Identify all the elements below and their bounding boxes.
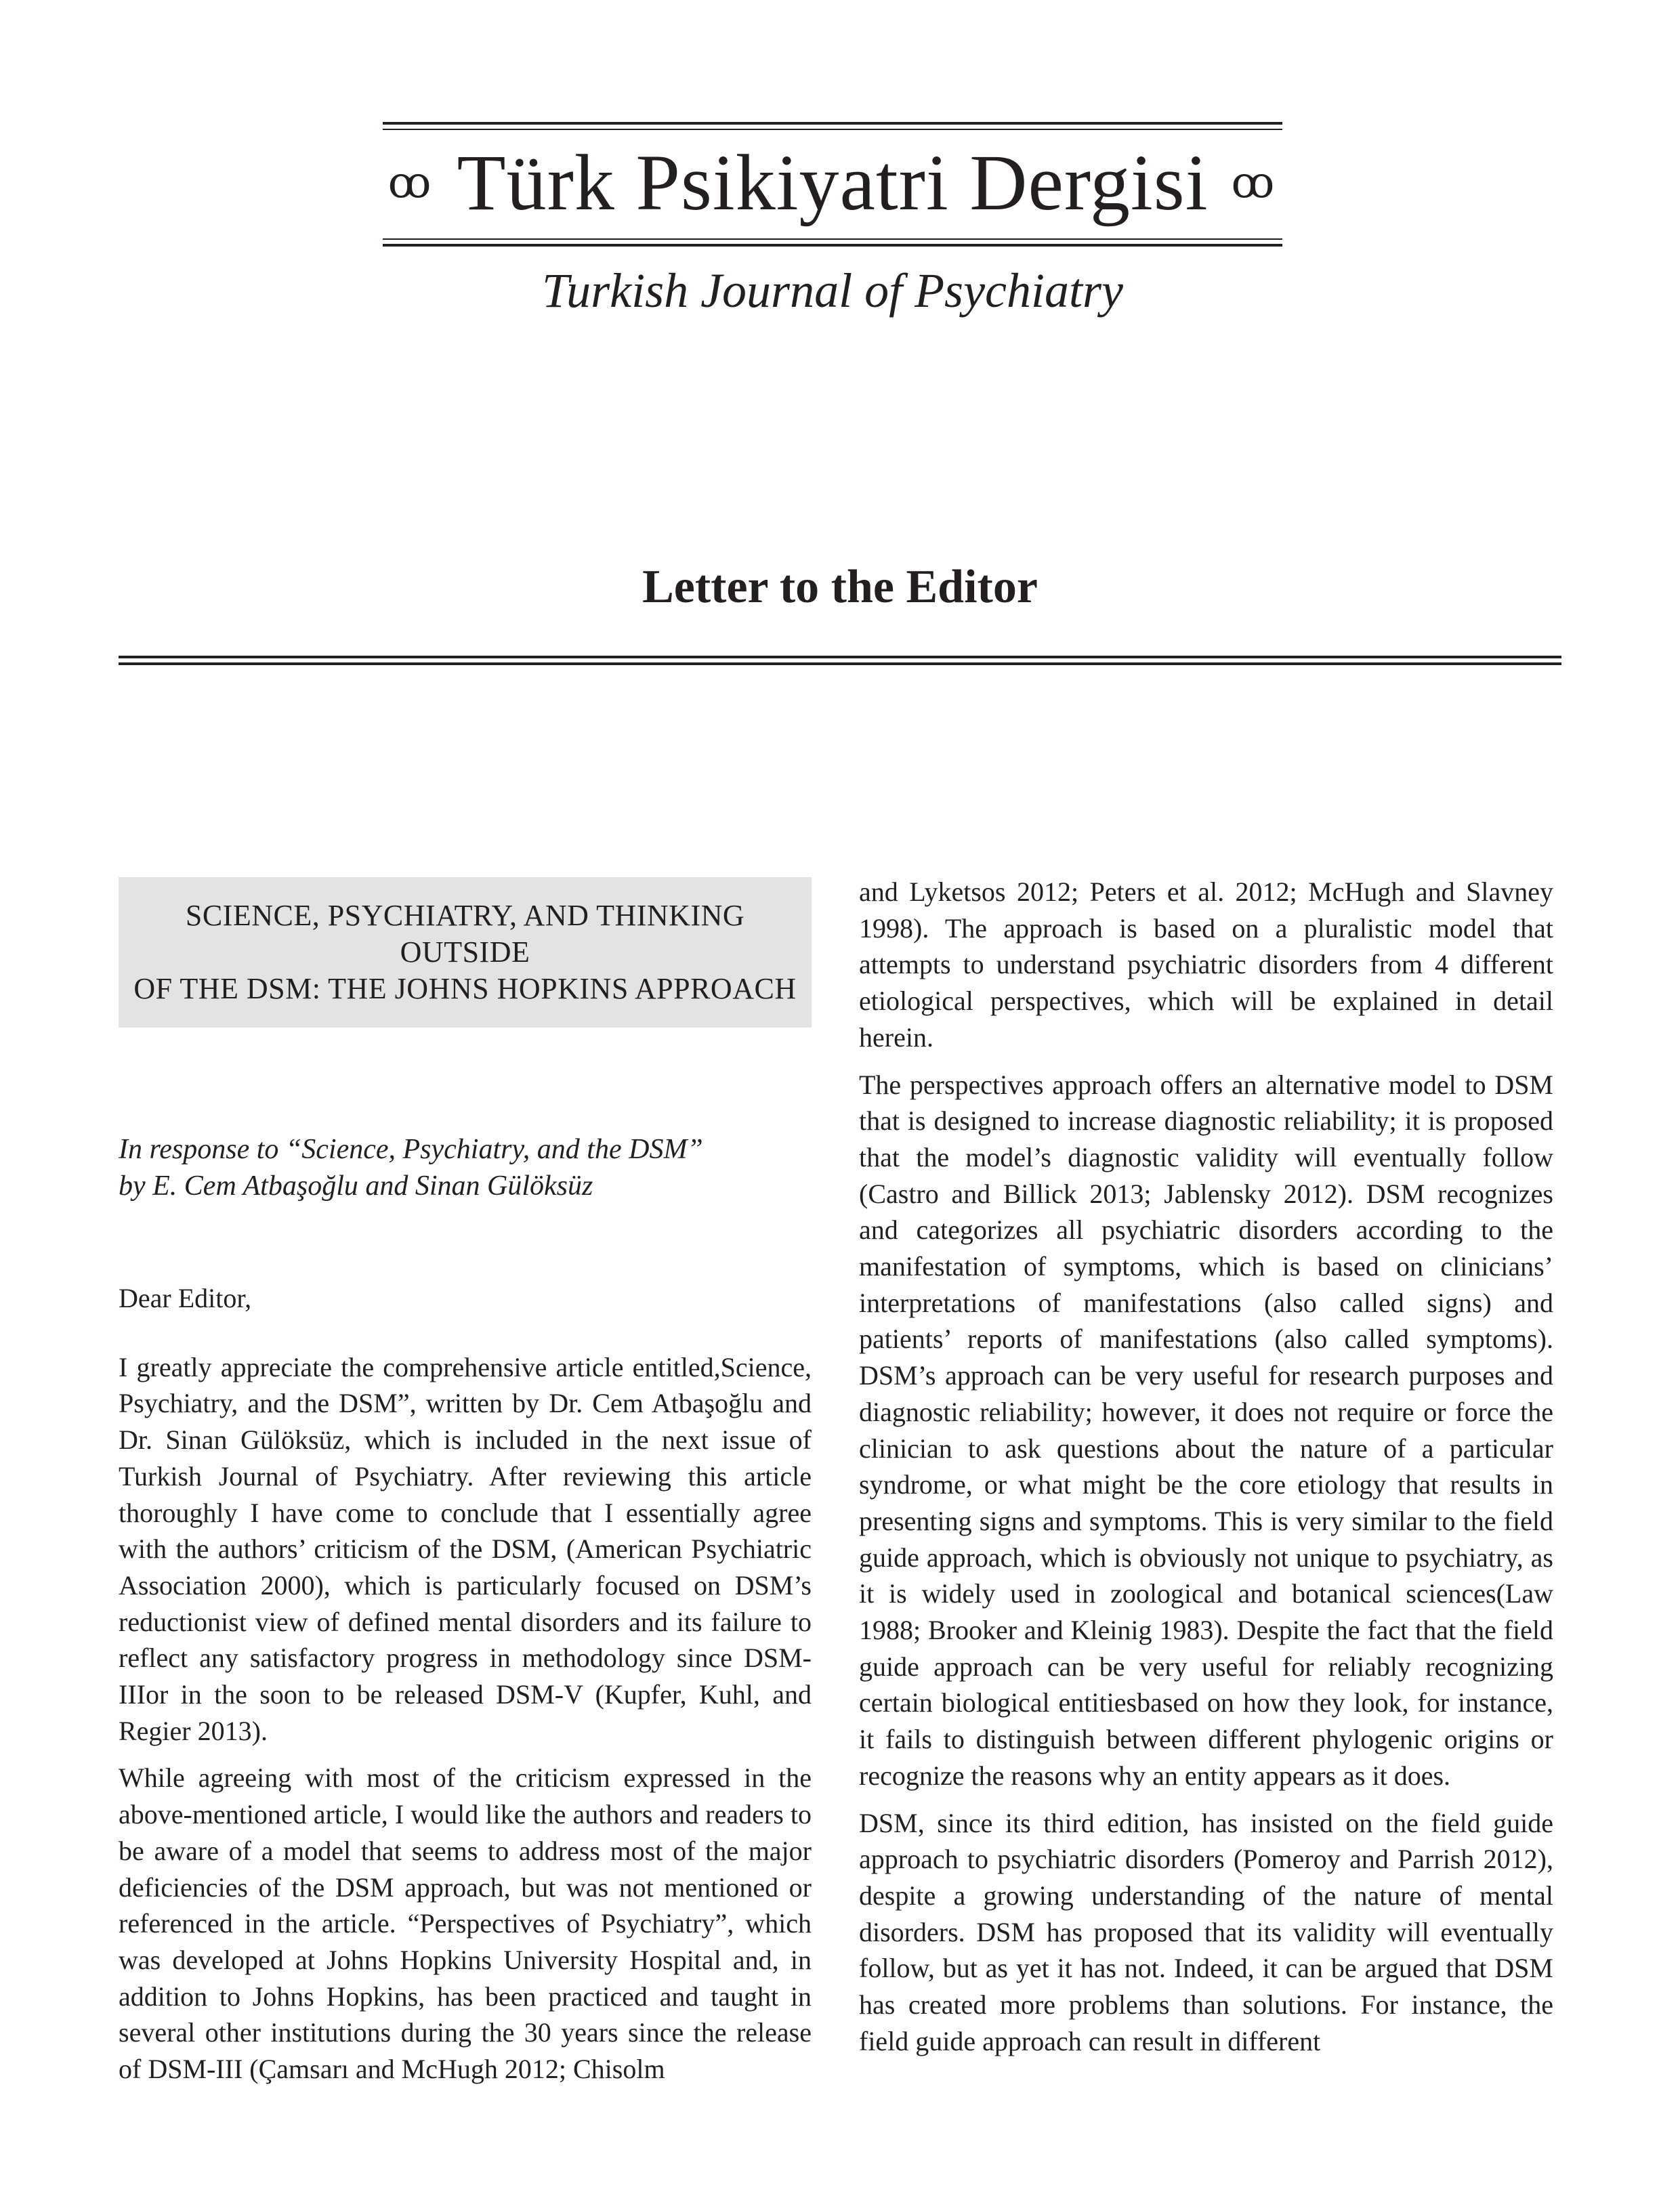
ornament-right-icon: ꝏ: [1231, 158, 1278, 207]
section-rule-top: [119, 656, 1561, 658]
body-paragraph: and Lyketsos 2012; Peters et al. 2012; McHugh and Slavney 1998). The approach is based on a pluralistic model that attempts to understand psychiatric disorders from 4 different etiological perspectives, which will be explained in detail herein.: [859, 876, 1553, 1053]
response-line: by E. Cem Atbaşoğlu and Sinan Gülöksüz: [119, 1170, 593, 1202]
ornament-left-icon: ꝏ: [387, 158, 434, 207]
journal-title: Türk Psikiyatri Dergisi: [457, 138, 1209, 227]
article-title-line: OF THE DSM: THE JOHNS HOPKINS APPROACH: [133, 972, 797, 1005]
salutation: Dear Editor,: [119, 1283, 252, 1313]
body-paragraph: I greatly appreciate the comprehensive article entitled,Science, Psychiatry, and the DSM”, written by Dr. Cem Atbaşoğlu and Dr. Sinan Gülöksüz, which is included in the next issue of Turkish Journal of Psychiatry. After reviewing this article thoroughly I have come to conclude that I essentially agree with the authors’ criticism of the DSM, (American Psychiatric Association 2000), which is particularly focused on DSM’s reductionist view of defined mental disorders and its failure to reflect any satisfactory progress in methodology since DSM-IIIor in the soon to be released DSM-V (Kupfer, Kuhl, and Regier 2013).: [119, 1351, 812, 1746]
body-paragraph: The perspectives approach offers an alternative model to DSM that is designed to increase diagnostic reliability; it is proposed that the model’s diagnostic validity will eventually follow (Castro and Billick 2013; Jablensky 2012). DSM recognizes and categorizes all psychiatric disorders according to the manifestation of symptoms, which is based on clinicians’ interpretations of manifestations (also called signs) and patients’ reports of manifestations (also called symptoms). DSM’s approach can be very useful for research purposes and diagnostic reliability; however, it does not require or force the clinician to ask questions about the nature of a particular syndrome, or what might be the core etiology that results in presenting signs and symptoms. This is very similar to the field guide approach, which is obviously not unique to psychiatry, as it is widely used in zoological and botanical sciences(Law 1988; Brooker and Kleinig 1983). Despite the fact that the field guide approach can be very useful for reliably recognizing certain biological entitiesbased on how they look, for instance, it fails to distinguish between different phylogenic origins or recognize the reasons why an entity appears as it does.: [859, 1069, 1553, 1791]
body-column-left: [119, 1280, 812, 2088]
journal-masthead: [383, 129, 1282, 237]
masthead-bottom-rule: [383, 244, 1282, 247]
journal-subtitle: Turkish Journal of Psychiatry: [542, 263, 1123, 318]
body-paragraph: While agreeing with most of the criticism expressed in the above-mentioned article, I would like the authors and readers to be aware of a model that seems to address most of the major deficiencies of the DSM approach, but was not mentioned or referenced in the article. “Perspectives of Psychiatry”, which was developed at Johns Hopkins University Hospital and, in addition to Johns Hopkins, has been practiced and taught in several other institutions during the 30 years since the release of DSM-III (Çamsarı and McHugh 2012; Chisolm: [119, 1762, 812, 2085]
response-line: In response to “Science, Psychiatry, and the DSM”: [119, 1134, 703, 1165]
article-title-box: [119, 877, 812, 1028]
masthead-bottom-rule-thin: [383, 238, 1282, 240]
article-title: [119, 897, 812, 1007]
section-rule-bottom: [119, 662, 1561, 665]
body-paragraph: DSM, since its third edition, has insisted on the field guide approach to psychiatric disorders (Pomeroy and Parrish 2012), despite a growing understanding of the nature of mental disorders. DSM has proposed that its validity will eventually follow, but as yet it has not. Indeed, it can be argued that DSM has created more problems than solutions. For instance, the field guide approach can result in different: [859, 1807, 1553, 2056]
masthead-top-rule: [383, 122, 1282, 125]
section-heading: Letter to the Editor: [642, 561, 1038, 613]
response-note: [119, 1131, 812, 1204]
article-title-line: SCIENCE, PSYCHIATRY, AND THINKING OUTSIDE: [185, 899, 745, 969]
body-column-right: [859, 874, 1553, 2060]
